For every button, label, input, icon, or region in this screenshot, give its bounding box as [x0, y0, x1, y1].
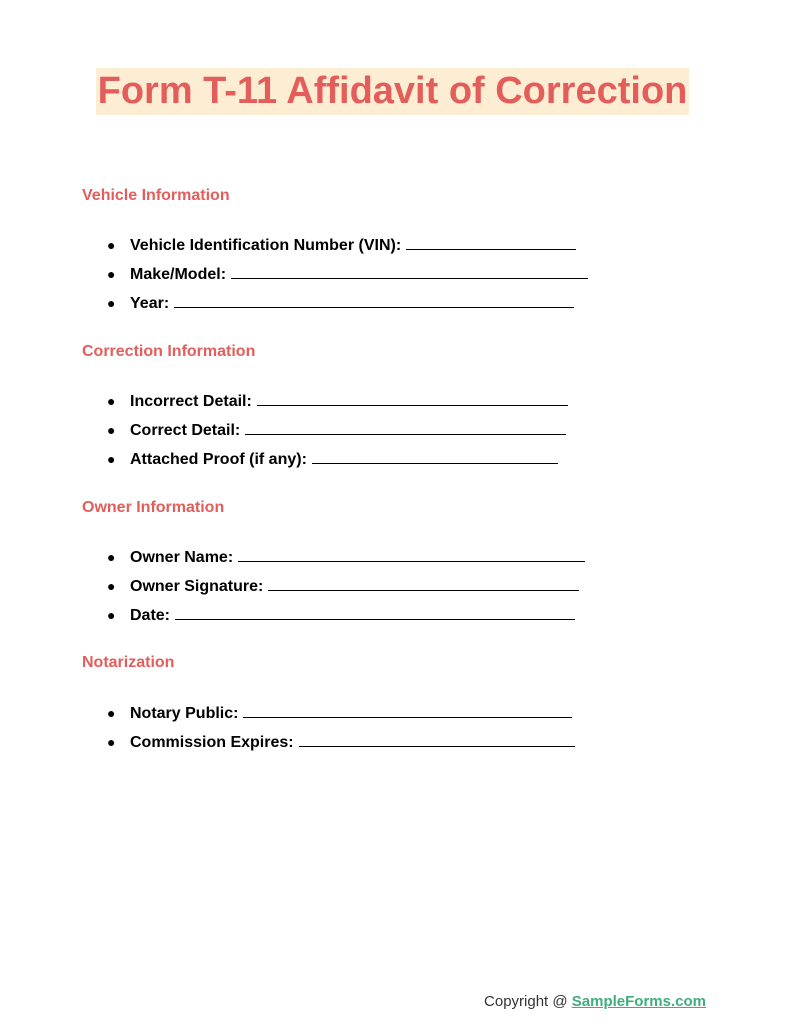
field-label: Correct Detail:	[130, 422, 241, 439]
footer-brand-link[interactable]: SampleForms.com	[571, 993, 706, 1010]
notary-public-blank-line[interactable]	[243, 703, 572, 718]
bullet-icon: ●	[107, 705, 116, 721]
field-label: Attached Proof (if any):	[130, 451, 307, 468]
bullet-icon: ●	[107, 393, 116, 409]
field-notary-public	[104, 703, 575, 732]
field-owner-signature	[104, 576, 585, 605]
section-heading-correction-information: Correction Information	[82, 343, 256, 360]
field-owner-name	[104, 547, 585, 576]
bullet-icon: ●	[107, 607, 116, 623]
field-label: Make/Model:	[130, 266, 227, 283]
vehicle-information-fields	[104, 235, 588, 322]
year-blank-line[interactable]	[174, 293, 574, 308]
field-attached-proof	[104, 449, 568, 478]
section-heading-vehicle-information: Vehicle Information	[82, 187, 230, 204]
notarization-fields	[104, 703, 575, 761]
footer	[484, 992, 706, 1012]
section-heading-notarization: Notarization	[82, 654, 175, 671]
correction-information-fields	[104, 391, 568, 478]
field-incorrect-detail	[104, 391, 568, 420]
field-year	[104, 293, 588, 322]
attached-proof-blank-line[interactable]	[312, 449, 558, 464]
bullet-icon: ●	[107, 549, 116, 565]
owner-information-fields	[104, 547, 585, 634]
field-correct-detail	[104, 420, 568, 449]
make-model-blank-line[interactable]	[231, 264, 588, 279]
bullet-icon: ●	[107, 237, 116, 253]
bullet-icon: ●	[107, 578, 116, 594]
title-container	[0, 68, 785, 115]
field-label: Owner Name:	[130, 549, 234, 566]
field-commission-expires	[104, 732, 575, 761]
field-label: Vehicle Identification Number (VIN):	[130, 237, 402, 254]
commission-expires-blank-line[interactable]	[299, 732, 575, 747]
field-label: Incorrect Detail:	[130, 393, 252, 410]
owner-name-blank-line[interactable]	[238, 547, 585, 562]
date-blank-line[interactable]	[175, 605, 575, 620]
bullet-icon: ●	[107, 295, 116, 311]
bullet-icon: ●	[107, 451, 116, 467]
bullet-icon: ●	[107, 422, 116, 438]
field-date	[104, 605, 585, 634]
field-label: Date:	[130, 607, 171, 624]
bullet-icon: ●	[107, 266, 116, 282]
field-label: Year:	[130, 295, 170, 312]
bullet-icon: ●	[107, 734, 116, 750]
field-vin	[104, 235, 588, 264]
footer-copyright: Copyright @	[484, 993, 568, 1010]
field-label: Notary Public:	[130, 705, 239, 722]
field-label: Owner Signature:	[130, 578, 264, 595]
field-label: Commission Expires:	[130, 734, 294, 751]
section-heading-owner-information: Owner Information	[82, 499, 225, 516]
vin-blank-line[interactable]	[406, 235, 576, 250]
page-title: Form T-11 Affidavit of Correction	[96, 68, 690, 115]
correct-detail-blank-line[interactable]	[245, 420, 566, 435]
field-make-model	[104, 264, 588, 293]
incorrect-detail-blank-line[interactable]	[257, 391, 568, 406]
owner-signature-blank-line[interactable]	[268, 576, 579, 591]
